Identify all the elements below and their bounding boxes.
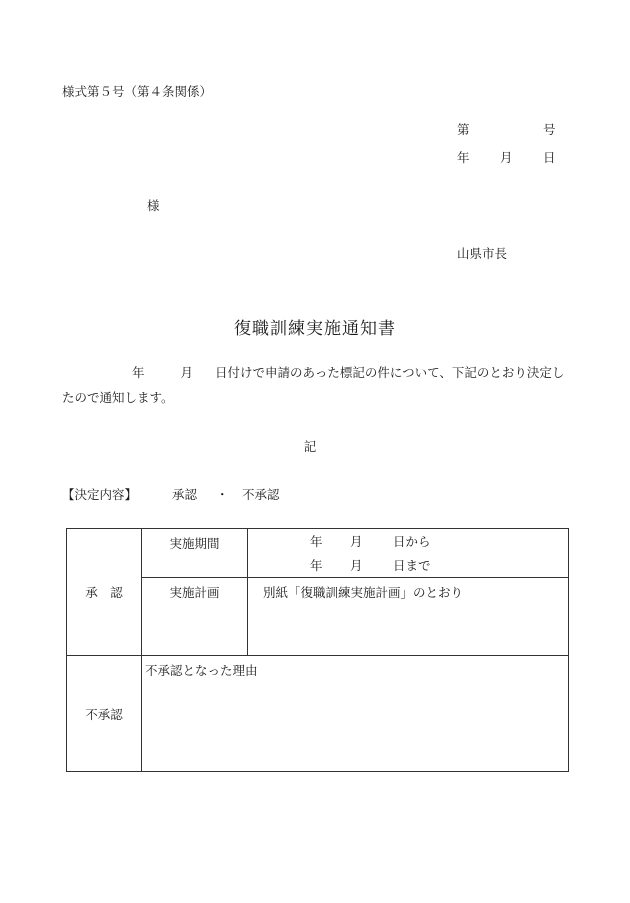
plan-label-cell: [142, 578, 248, 656]
period-value-cell: [248, 529, 569, 578]
decision-approve: 承認: [172, 487, 198, 502]
form-reference: 様式第５号（第４条関係）: [62, 84, 213, 99]
body-month-label: 月: [180, 365, 194, 380]
decision-reject: 不承認: [242, 487, 280, 502]
plan-label: 実施計画: [169, 585, 220, 600]
doc-number-prefix: 第: [457, 122, 470, 137]
ki-heading: 記: [303, 439, 317, 454]
period-to-day: 日まで: [393, 558, 431, 573]
addressee-suffix: 様: [147, 198, 160, 213]
reject-row-label: 不承認: [67, 656, 142, 772]
approve-row-label: 承 認: [67, 529, 142, 656]
body-paragraph: [62, 360, 567, 410]
document-title: 復職訓練実施通知書: [234, 319, 396, 339]
decision-table: [66, 528, 569, 772]
period-label-cell: [142, 529, 248, 578]
period-label: 実施期間: [169, 536, 220, 551]
date-year-label: 年: [457, 150, 470, 165]
date-day-label: 日: [543, 150, 556, 165]
doc-number-suffix: 号: [543, 122, 556, 137]
period-from-day: 日から: [393, 534, 431, 549]
period-from-month: 月: [350, 534, 363, 549]
body-year-label: 年: [132, 365, 145, 380]
period-to-year: 年: [310, 558, 323, 573]
plan-value-cell: [248, 578, 569, 656]
body-text: 日付けで申請のあった標記の件について、下記のとおり決定したので通知します。: [62, 365, 565, 405]
date-month-label: 月: [500, 150, 513, 165]
period-from-year: 年: [310, 534, 323, 549]
reject-reason-cell: [142, 656, 569, 772]
plan-value: 別紙「復職訓練実施計画」のとおり: [263, 585, 464, 600]
decision-label: 【決定内容】: [62, 487, 138, 502]
decision-separator: ・: [216, 487, 229, 502]
issuer: 山県市長: [457, 246, 508, 261]
reject-reason-label: 不承認となった理由: [145, 663, 258, 678]
period-to-month: 月: [350, 558, 363, 573]
